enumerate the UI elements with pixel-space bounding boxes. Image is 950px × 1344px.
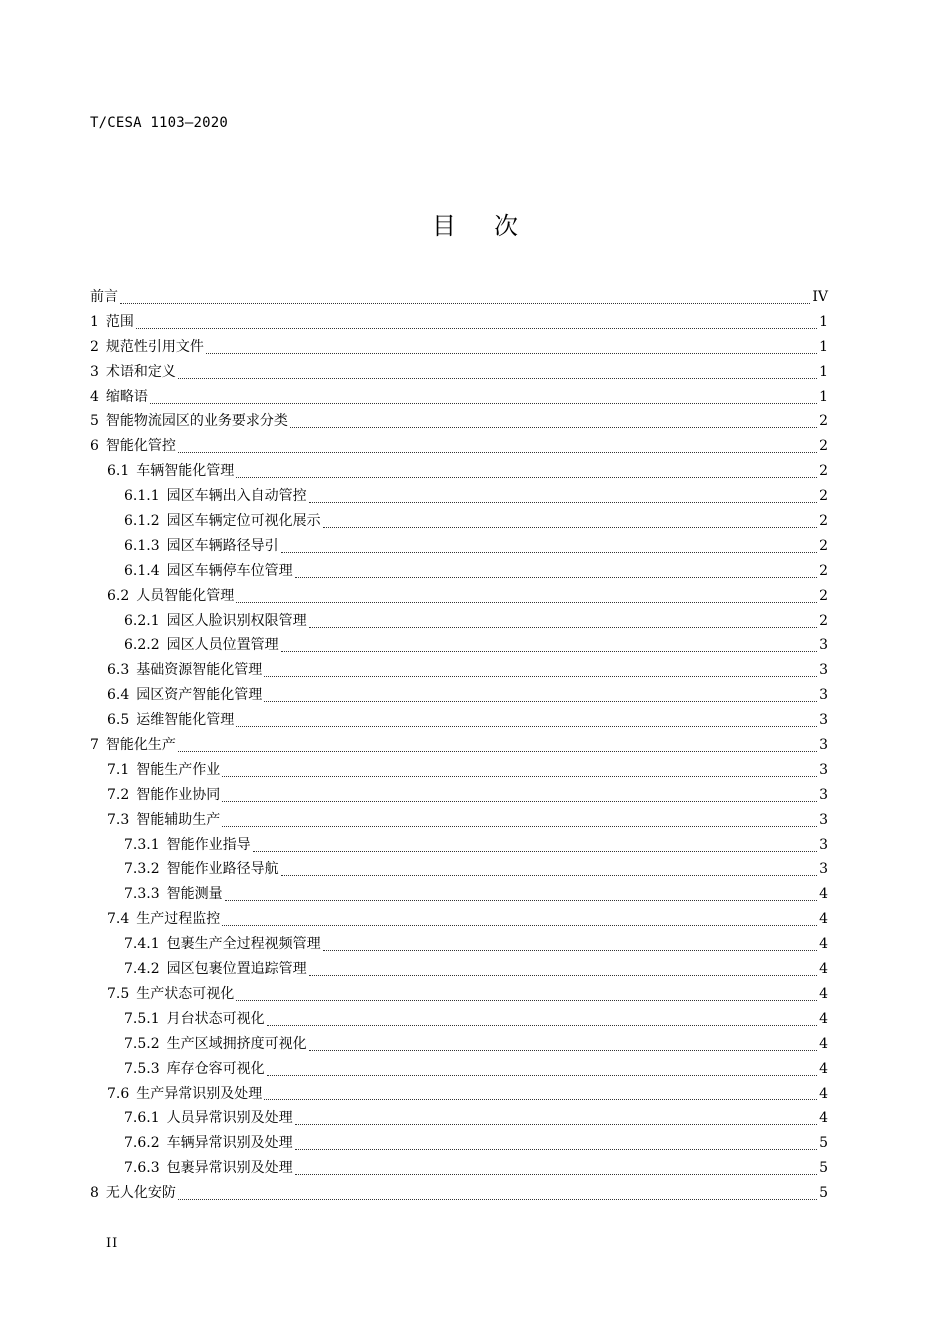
toc-entry-number: 7.5.3 (124, 1060, 160, 1077)
toc-entry-number: 6.2.1 (124, 612, 160, 629)
toc-entry-page: 2 (819, 413, 828, 430)
toc-entry[interactable] (90, 907, 828, 932)
toc-entry-page: 1 (819, 363, 828, 380)
toc-entry-page: 5 (819, 1135, 828, 1152)
toc-entry-title: 基础资源智能化管理 (136, 662, 263, 679)
toc-entry-page: 3 (819, 712, 828, 729)
toc-entry-number: 6 (90, 438, 99, 455)
toc-dot-leader (264, 701, 817, 702)
toc-entry-page: 2 (819, 438, 828, 455)
toc-dot-leader (281, 552, 817, 553)
toc-entry-page: 5 (819, 1185, 828, 1202)
toc-entry[interactable] (90, 285, 828, 310)
toc-dot-leader (150, 403, 817, 404)
toc-dot-leader (295, 1174, 817, 1175)
toc-dot-leader (236, 1000, 817, 1001)
toc-dot-leader (290, 427, 817, 428)
toc-entry-page: 4 (819, 936, 828, 953)
toc-entry-number: 6.4 (107, 687, 130, 704)
toc-entry[interactable] (90, 1106, 828, 1131)
toc-dot-leader (136, 328, 817, 329)
toc-entry-number: 7.3.3 (124, 886, 160, 903)
toc-dot-leader (264, 676, 817, 677)
toc-entry-title: 园区车辆路径导引 (166, 537, 279, 554)
toc-entry[interactable] (90, 982, 828, 1007)
toc-entry[interactable] (90, 733, 828, 758)
toc-entry-number: 7.6.3 (124, 1160, 160, 1177)
toc-dot-leader (309, 975, 817, 976)
toc-dot-leader (295, 577, 817, 578)
toc-dot-leader (309, 502, 817, 503)
toc-entry-number: 6.2 (107, 587, 130, 604)
toc-entry-title: 智能化生产 (105, 737, 176, 754)
toc-dot-leader (267, 1075, 817, 1076)
toc-entry[interactable] (90, 484, 828, 509)
toc-entry-number: 7.4.1 (124, 936, 160, 953)
toc-entry[interactable] (90, 1007, 828, 1032)
toc-entry-number: 4 (90, 388, 99, 405)
toc-entry-page: 2 (819, 562, 828, 579)
toc-entry-title: 园区人员位置管理 (166, 637, 279, 654)
toc-entry-title: 包裹异常识别及处理 (166, 1160, 293, 1177)
toc-entry-title: 园区车辆停车位管理 (166, 562, 293, 579)
toc-entry-title: 缩略语 (105, 388, 148, 405)
toc-entry[interactable] (90, 1131, 828, 1156)
toc-entry-page: 4 (819, 1110, 828, 1127)
toc-entry[interactable] (90, 409, 828, 434)
toc-entry-page: 3 (819, 836, 828, 853)
toc-entry-page: 3 (819, 737, 828, 754)
toc-dot-leader (236, 602, 817, 603)
toc-entry-title: 前言 (90, 289, 118, 305)
toc-entry-number: 6.5 (107, 712, 130, 729)
toc-dot-leader (206, 353, 817, 354)
toc-entry-page: 3 (819, 861, 828, 878)
toc-entry-number: 1 (90, 313, 99, 330)
toc-entry[interactable] (90, 683, 828, 708)
toc-entry-number: 7.5.2 (124, 1035, 160, 1052)
toc-entry[interactable] (90, 957, 828, 982)
toc-dot-leader (323, 950, 817, 951)
toc-entry-page: 4 (819, 1035, 828, 1052)
toc-entry[interactable] (90, 1032, 828, 1057)
page-number: II (106, 1236, 119, 1251)
toc-entry-page: 4 (819, 1085, 828, 1102)
toc-entry[interactable] (90, 633, 828, 658)
toc-entry[interactable] (90, 310, 828, 335)
document-code: T/CESA 1103—2020 (90, 115, 229, 131)
toc-entry-number: 7.6.1 (124, 1110, 160, 1127)
toc-entry-title: 人员智能化管理 (136, 587, 235, 604)
toc-entry-number: 6.1.1 (124, 488, 160, 505)
toc-entry[interactable] (90, 833, 828, 858)
toc-entry-number: 6.1.2 (124, 513, 160, 530)
toc-entry-title: 智能作业协同 (136, 786, 221, 803)
toc-entry-page: 4 (819, 1010, 828, 1027)
toc-entry-number: 6.1.4 (124, 562, 160, 579)
toc-dot-leader (222, 801, 817, 802)
toc-entry-number: 6.1.3 (124, 537, 160, 554)
toc-dot-leader (323, 527, 817, 528)
toc-entry[interactable] (90, 1057, 828, 1082)
toc-entry[interactable] (90, 857, 828, 882)
toc-entry-title: 月台状态可视化 (166, 1010, 265, 1027)
toc-dot-leader (309, 627, 817, 628)
toc-entry-number: 5 (90, 413, 99, 430)
toc-entry[interactable] (90, 1181, 828, 1206)
toc-dot-leader (295, 1149, 817, 1150)
toc-dot-leader (222, 776, 817, 777)
toc-entry-number: 7.6 (107, 1085, 130, 1102)
toc-entry-number: 6.1 (107, 463, 130, 480)
table-of-contents (90, 285, 828, 1206)
toc-entry-number: 7.4 (107, 911, 130, 928)
toc-entry-title: 车辆异常识别及处理 (166, 1135, 293, 1152)
toc-entry-page: 3 (819, 761, 828, 778)
toc-dot-leader (236, 726, 817, 727)
toc-entry-title: 生产区域拥挤度可视化 (166, 1035, 307, 1052)
toc-dot-leader (267, 1025, 817, 1026)
toc-entry[interactable] (90, 808, 828, 833)
toc-dot-leader (222, 925, 817, 926)
toc-dot-leader (222, 826, 817, 827)
page-title (0, 206, 950, 241)
toc-entry-title: 智能作业路径导航 (166, 861, 279, 878)
toc-dot-leader (120, 303, 810, 304)
toc-entry-number: 7.2 (107, 786, 130, 803)
toc-dot-leader (225, 900, 817, 901)
toc-entry-number: 7 (90, 737, 99, 754)
toc-entry-page: 2 (819, 463, 828, 480)
toc-entry-page: 2 (819, 488, 828, 505)
toc-entry-title: 规范性引用文件 (105, 338, 204, 355)
toc-entry-page: 4 (819, 961, 828, 978)
toc-entry-number: 7.4.2 (124, 961, 160, 978)
toc-entry-number: 2 (90, 338, 99, 355)
toc-entry-number: 7.6.2 (124, 1135, 160, 1152)
toc-entry-title: 园区车辆定位可视化展示 (166, 513, 321, 530)
toc-entry-title: 智能生产作业 (136, 761, 221, 778)
toc-entry[interactable] (90, 385, 828, 410)
toc-entry-page: 5 (819, 1160, 828, 1177)
title-char-left: 目 (432, 212, 456, 240)
toc-entry[interactable] (90, 609, 828, 634)
toc-entry-title: 生产异常识别及处理 (136, 1085, 263, 1102)
toc-entry-title: 智能辅助生产 (136, 811, 221, 828)
toc-entry-page: IV (812, 289, 828, 305)
toc-entry[interactable] (90, 335, 828, 360)
toc-entry-title: 智能测量 (166, 886, 223, 903)
toc-entry-title: 库存仓容可视化 (166, 1060, 265, 1077)
toc-dot-leader (281, 651, 817, 652)
title-char-right: 次 (494, 212, 518, 240)
toc-entry-title: 车辆智能化管理 (136, 463, 235, 480)
toc-entry-page: 4 (819, 1060, 828, 1077)
toc-entry-title: 智能物流园区的业务要求分类 (105, 413, 288, 430)
toc-entry-title: 术语和定义 (105, 363, 176, 380)
toc-entry-page: 4 (819, 886, 828, 903)
toc-dot-leader (178, 1199, 817, 1200)
toc-entry-page: 2 (819, 537, 828, 554)
toc-entry-title: 无人化安防 (105, 1185, 176, 1202)
toc-entry[interactable] (90, 534, 828, 559)
toc-entry-number: 7.5.1 (124, 1010, 160, 1027)
toc-entry-title: 范围 (105, 313, 134, 330)
toc-entry[interactable] (90, 1082, 828, 1107)
toc-entry-number: 7.3 (107, 811, 130, 828)
toc-entry-page: 3 (819, 786, 828, 803)
toc-dot-leader (309, 1050, 817, 1051)
toc-dot-leader (178, 751, 817, 752)
toc-dot-leader (253, 851, 817, 852)
toc-entry[interactable] (90, 459, 828, 484)
toc-entry-number: 8 (90, 1185, 99, 1202)
toc-entry-number: 6.2.2 (124, 637, 160, 654)
toc-entry[interactable] (90, 783, 828, 808)
toc-entry-page: 3 (819, 687, 828, 704)
toc-entry-number: 7.5 (107, 985, 130, 1002)
toc-entry-page: 2 (819, 587, 828, 604)
toc-entry-page: 1 (819, 388, 828, 405)
toc-entry[interactable] (90, 932, 828, 957)
toc-entry-title: 人员异常识别及处理 (166, 1110, 293, 1127)
toc-entry[interactable] (90, 584, 828, 609)
toc-entry-page: 3 (819, 662, 828, 679)
toc-entry-title: 园区资产智能化管理 (136, 687, 263, 704)
toc-entry-page: 1 (819, 338, 828, 355)
toc-entry-page: 4 (819, 911, 828, 928)
toc-entry[interactable] (90, 434, 828, 459)
toc-entry-page: 3 (819, 811, 828, 828)
toc-entry-title: 生产状态可视化 (136, 985, 235, 1002)
toc-entry-title: 运维智能化管理 (136, 712, 235, 729)
toc-dot-leader (236, 477, 817, 478)
toc-entry-number: 3 (90, 363, 99, 380)
toc-dot-leader (295, 1124, 817, 1125)
toc-entry[interactable] (90, 509, 828, 534)
toc-entry[interactable] (90, 1156, 828, 1181)
toc-entry-title: 园区人脸识别权限管理 (166, 612, 307, 629)
toc-entry[interactable] (90, 360, 828, 385)
toc-entry-page: 1 (819, 313, 828, 330)
toc-entry-page: 2 (819, 513, 828, 530)
toc-dot-leader (264, 1099, 817, 1100)
toc-entry[interactable] (90, 658, 828, 683)
toc-dot-leader (281, 875, 817, 876)
toc-entry-number: 7.3.1 (124, 836, 160, 853)
toc-entry-title: 园区车辆出入自动管控 (166, 488, 307, 505)
toc-entry-page: 3 (819, 637, 828, 654)
toc-entry-title: 智能化管控 (105, 438, 176, 455)
toc-entry-title: 生产过程监控 (136, 911, 221, 928)
toc-dot-leader (178, 378, 817, 379)
toc-entry-number: 6.3 (107, 662, 130, 679)
toc-entry-page: 4 (819, 985, 828, 1002)
toc-dot-leader (178, 452, 817, 453)
toc-entry[interactable] (90, 559, 828, 584)
toc-entry[interactable] (90, 708, 828, 733)
toc-entry-page: 2 (819, 612, 828, 629)
toc-entry-title: 智能作业指导 (166, 836, 251, 853)
toc-entry[interactable] (90, 758, 828, 783)
toc-entry-title: 包裹生产全过程视频管理 (166, 936, 321, 953)
toc-entry-title: 园区包裹位置追踪管理 (166, 961, 307, 978)
toc-entry[interactable] (90, 882, 828, 907)
toc-entry-number: 7.3.2 (124, 861, 160, 878)
toc-entry-number: 7.1 (107, 761, 130, 778)
